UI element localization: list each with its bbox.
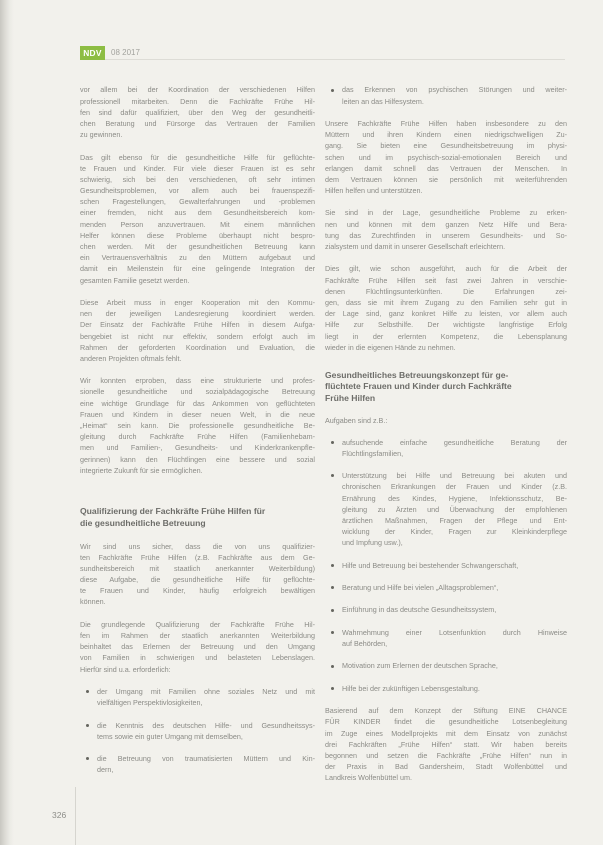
bullet-point-icon (331, 586, 334, 589)
paragraph-final (325, 705, 567, 783)
paragraph-line: Rahmen der geforderten Koordination und Evaluation, die (80, 342, 315, 352)
list-requirements (80, 686, 315, 776)
paragraph-line: tung das Zurechtfinden in unserem Gesundheits- und So- (325, 230, 567, 240)
paragraph-line: chen werden. Mit der gesundheitlichen Betreuung kann (80, 242, 315, 252)
paragraph-line: von Familien in schwierigen und belasteten Lebenslagen. (80, 653, 315, 663)
journal-badge: NDV (80, 46, 105, 60)
paragraph-line: Hierfür sind u.a. erforderlich: (80, 664, 171, 674)
paragraph-line: Dies gilt, wie schon ausgeführt, auch für die Arbeit der (325, 264, 567, 274)
bullet-point-icon (331, 665, 334, 668)
scan-edge-shadow (0, 0, 14, 845)
bullet-point-icon (331, 89, 334, 92)
paragraph-line: denen Flüchtlingsunterkünften. Die Erfahrungen zei- (325, 286, 567, 296)
bullet-text-line: chronischen Erkrankungen der Frauen und Kinder (z.B. (342, 482, 567, 492)
paragraph-line: schen und im psychisch-sozial-emotionalen Bereich und (325, 152, 567, 162)
paragraph-line: beinhaltet das Erlernen der Betreuung und den Umgang (80, 642, 315, 652)
paragraph-line: Hilfe zur Selbsthilfe. Der wichtigste langfristige Erfolg (325, 320, 567, 330)
header-rule (105, 59, 565, 60)
paragraph-line: fen sind dafür qualifiziert, über den Weg der gesundheitli- (80, 107, 315, 117)
paragraph-line: professionell mitarbeiten. Denn die Fachkräfte Frühe Hil- (80, 96, 315, 106)
paragraph-cooperation (80, 297, 315, 364)
bullet-item (325, 84, 567, 106)
paragraph-line: wieder in die eigenen Hände zu nehmen. (325, 342, 456, 352)
bullet-text-line: leiten an das Hilfesystem. (342, 96, 424, 106)
bullet-text-line: Beratung und Hilfe bei vielen „Alltagsproblemen“, (342, 583, 499, 593)
paragraph-line: Helfer können diese Probleme überhaupt nicht bespro- (80, 230, 315, 240)
heading-line: Gesundheitliches Betreuungskonzept für ge- (325, 369, 509, 380)
paragraph-qualification-intro (80, 541, 315, 608)
bullet-point-icon (331, 441, 334, 444)
issue-label: 08 2017 (111, 48, 140, 57)
bullet-point-icon (331, 609, 334, 612)
paragraph-line: damit ein Meilenstein für eine gelingende Integration der (80, 264, 315, 274)
bullet-text-line: der Umgang mit Familien ohne soziales Netz und mit (97, 686, 315, 696)
bullet-point-icon (86, 757, 89, 760)
heading-line: Frühe Hilfen (325, 393, 376, 404)
lead-tasks (325, 415, 567, 426)
paragraph-line: zialsystem und damit in unserer Gesellschaft erleichtern. (325, 242, 506, 252)
paragraph-line: der Praxis in Bad Gandersheim, Stadt Wolfenbüttel und (325, 762, 567, 772)
bullet-text-line: vielfältigen Perspektivlosigkeiten, (97, 698, 203, 708)
bullet-text-line: und Impfung usw.), (342, 538, 403, 548)
paragraph-line: eine wichtige Grundlage für das Ankommen von geflüchteten (80, 398, 315, 408)
paragraph-line: te Frauen und Kinder, häufig erfolgreich bewältigen (80, 586, 315, 596)
paragraph-line: Die grundlegende Qualifizierung der Fachkräfte Frühe Hil- (80, 619, 315, 629)
bullet-item (325, 470, 567, 548)
paragraph-line: Der Einsatz der Fachkräfte Frühe Hilfen in diesem Aufga- (80, 320, 315, 330)
paragraph-line: fen im Rahmen der staatlich anerkannten Weiterbildung (80, 631, 315, 641)
heading-line: Qualifizierung der Fachkräfte Frühe Hilfen für (80, 505, 266, 516)
paragraph-line: sundheitsbereich mit staatlich anerkannter Weiterbildung) (80, 563, 315, 573)
paragraph-access (325, 118, 567, 196)
paragraph-line: menden Person anzuvertrauen. Mit einem männlichen (80, 219, 315, 229)
paragraph-line: im Zuge eines Modellprojekts mit dem Einsatz von zunächst (325, 728, 567, 738)
paragraph-recognize (325, 207, 567, 252)
paragraph-line: Sie sind in der Lage, gesundheitliche Probleme zu erken- (325, 208, 567, 218)
bullet-item (325, 437, 567, 459)
bullet-item (325, 560, 567, 571)
paragraph-line: Müttern und ihren Kindern einen niedrigschwelligen Zu- (325, 130, 567, 140)
paragraph-line: gleitung durch Fachkräfte Frühe Hilfen (Familienhebam- (80, 432, 315, 442)
paragraph-line: gang. Sie bieten eine Gesundheitsbetreuung im physi- (325, 141, 567, 151)
paragraph-line: integrierte Zukunft für sie ermöglichen. (80, 465, 203, 475)
paragraph-line: Wir sind uns sicher, dass die von uns qualifizier- (80, 541, 315, 551)
bullet-point-icon (86, 724, 89, 727)
paragraph-line: liegt in der erlernten Kompetenz, die Lebensplanung (325, 331, 567, 341)
bullet-text-line: die Kenntnis des deutschen Hilfe- und Gesundheitssys- (97, 720, 315, 730)
bullet-text-line: aufsuchende einfache gesundheitliche Beratung der (342, 437, 567, 447)
paragraph-line: Gesundheitsproblemen, vor allem auch bei frauenspezifi- (80, 186, 315, 196)
bullet-text-line: Einführung in das deutsche Gesundheitssystem, (342, 605, 497, 615)
paragraph-line: Frauen und Kindern in dieser neuen Welt, in die neue (80, 409, 315, 419)
left-column (80, 84, 315, 775)
paragraph-line: sionelle gesundheitliche und sozialpädagogische Betreuung (80, 387, 315, 397)
bullet-item (325, 660, 567, 671)
paragraph-coordination (80, 84, 315, 140)
paragraph-health-help (80, 152, 315, 286)
bullet-text-line: das Erkennen von psychischen Störungen und weiter- (342, 85, 567, 95)
heading-line: die gesundheitliche Betreuung (80, 517, 206, 528)
paragraph-line: FÜR KINDER findet die gesundheitliche Lotsenbegleitung (325, 717, 567, 727)
paragraph-line: Wir konnten erproben, dass eine strukturierte und profes- (80, 376, 315, 386)
paragraph-line: te Frauen und Kinder. Für viele dieser Frauen ist es sehr (80, 163, 315, 173)
paragraph-line: Hilfen helfen und unterstützen. (325, 186, 423, 196)
right-column (325, 84, 567, 783)
heading-concept (325, 370, 567, 405)
bullet-text-line: ärztlichen Maßnahmen, Fragen der Pflege und Ent- (342, 515, 567, 525)
bullet-text-line: gleitung zu Ärzten und Überwachung der empfohlenen (342, 504, 567, 514)
list-tasks (325, 437, 567, 694)
paragraph-line: Basierend auf dem Konzept der Stiftung EINE CHANCE (325, 706, 567, 716)
paragraph-line: ten Fachkräfte Frühe Hilfen (z.B. Fachkräfte aus dem Ge- (80, 552, 315, 562)
bullet-item (80, 720, 315, 742)
paragraph-line: einer fremden, nicht aus dem Gesundheitsbereich kom- (80, 208, 315, 218)
bullet-point-icon (86, 690, 89, 693)
bullet-point-icon (331, 631, 334, 634)
paragraph-line: drei Fachkräften „Frühe Hilfen“ statt. Wir haben bereits (325, 739, 567, 749)
bullet-text-line: tems sowie ein guter Umgang mit demselben, (97, 731, 243, 741)
bullet-item (325, 604, 567, 615)
paragraph-line: können. (80, 597, 106, 607)
paragraph-line: schwierig, sich bei den verschiedenen, oft sehr intimen (80, 174, 315, 184)
bullet-text-line: Wahrnehmung einer Lotsenfunktion durch Hinweise (342, 627, 567, 637)
paragraph-line: der Lage sind, ganz konkret Hilfe zu leisten, vor allem auch (325, 309, 567, 319)
paragraph-basic-qualification (80, 619, 315, 675)
bullet-text-line: dern, (97, 765, 114, 775)
bullet-item (325, 582, 567, 593)
heading-line: flüchtete Frauen und Kinder durch Fachkräfte (325, 381, 512, 392)
paragraph-line: Das gilt ebenso für die gesundheitliche Hilfe für geflüchte- (80, 152, 315, 162)
paragraph-line: men und Familien-, Gesundheits- und Kinderkrankenpfle- (80, 443, 315, 453)
paragraph-line: erlangen damit schnell das Vertrauen der Menschen. In (325, 163, 567, 173)
bullet-point-icon (331, 474, 334, 477)
paragraph-line: begonnen und setzen die Fachkräfte „Frühe Hilfen“ nun in (325, 750, 567, 760)
paragraph-line: vor allem bei der Koordination der verschiedenen Hilfen (80, 85, 315, 95)
bullet-item (80, 753, 315, 775)
bullet-text-line: auf Behörden, (342, 639, 388, 649)
bullet-item (80, 686, 315, 708)
paragraph-line: „Heimat“ sein kann. Die professionelle gesundheitliche Be- (80, 421, 315, 431)
bullet-point-icon (331, 687, 334, 690)
paragraph-line: zu gewinnen. (80, 130, 123, 140)
paragraph-line: dem Vertrauen können sie persönlich mit weiterführenden (325, 174, 567, 184)
paragraph-line: schen Fragestellungen, Gewalterfahrungen und -problemen (80, 197, 315, 207)
paragraph-line: Landkreis Wolfenbüttel um. (325, 773, 412, 783)
paragraph-line: gerinnen) kann den Flüchtlingen eine bessere und sozial (80, 454, 315, 464)
list-continued (325, 84, 567, 106)
bullet-text-line: Motivation zum Erlernen der deutschen Sprache, (342, 661, 498, 671)
bullet-text-line: wicklung der Kinder, Fragen zur Kleinkinderpflege (342, 527, 567, 537)
bullet-text-line: Unterstützung bei Hilfe und Betreuung bei akuten und (342, 471, 567, 481)
paragraph-line: gesamten Familie gesetzt werden. (80, 275, 190, 285)
bullet-item (325, 627, 567, 649)
paragraph-line: Diese Arbeit muss in enger Kooperation mit den Kommu- (80, 297, 315, 307)
paragraph-line: nen und können mit dem ganzen Netz Hilfe und Bera- (325, 219, 567, 229)
paragraph-line: chen Beratung und Fürsorge das Vertrauen der Familien (80, 118, 315, 128)
paragraph-line: ein Vertrauensverhältnis zu den Müttern aufgebaut und (80, 253, 315, 263)
page-number: 326 (52, 810, 67, 820)
paragraph-trial (80, 375, 315, 476)
bullet-text-line: Ernährung des Kindes, Hygiene, Infektionsschutz, Be- (342, 493, 567, 503)
paragraph-line: Unsere Fachkräfte Frühe Hilfen haben insbesondere zu den (325, 118, 567, 128)
margin-rule (75, 787, 76, 845)
paragraph-line: anderen Projekten oftmals fehlt. (80, 353, 182, 363)
bullet-text-line: Hilfe und Betreuung bei bestehender Schwangerschaft, (342, 560, 519, 570)
paragraph-experience (325, 263, 567, 353)
paragraph-line: diese Aufgabe, die gesundheitliche Hilfe für geflüchte- (80, 575, 315, 585)
bullet-point-icon (331, 564, 334, 567)
bullet-item (325, 683, 567, 694)
paragraph-line: Fachkräfte Frühe Hilfen seit fast zwei Jahren in verschie- (325, 275, 567, 285)
lead-line: Aufgaben sind z.B.: (325, 415, 388, 425)
heading-qualification (80, 506, 315, 529)
bullet-text-line: die Betreuung von traumatisierten Müttern und Kin- (97, 754, 315, 764)
paragraph-line: bengebiet ist nicht nur effektiv, sondern erfolgt auch im (80, 331, 315, 341)
bullet-text-line: Flüchtlingsfamilien, (342, 448, 404, 458)
bullet-text-line: Hilfe bei der zukünftigen Lebensgestaltung. (342, 683, 480, 693)
paragraph-line: nen der jeweiligen Landesregierung koordiniert werden. (80, 309, 315, 319)
paragraph-line: gen, dass sie mit ihrem Zugang zu den Familien sehr gut in (325, 297, 567, 307)
